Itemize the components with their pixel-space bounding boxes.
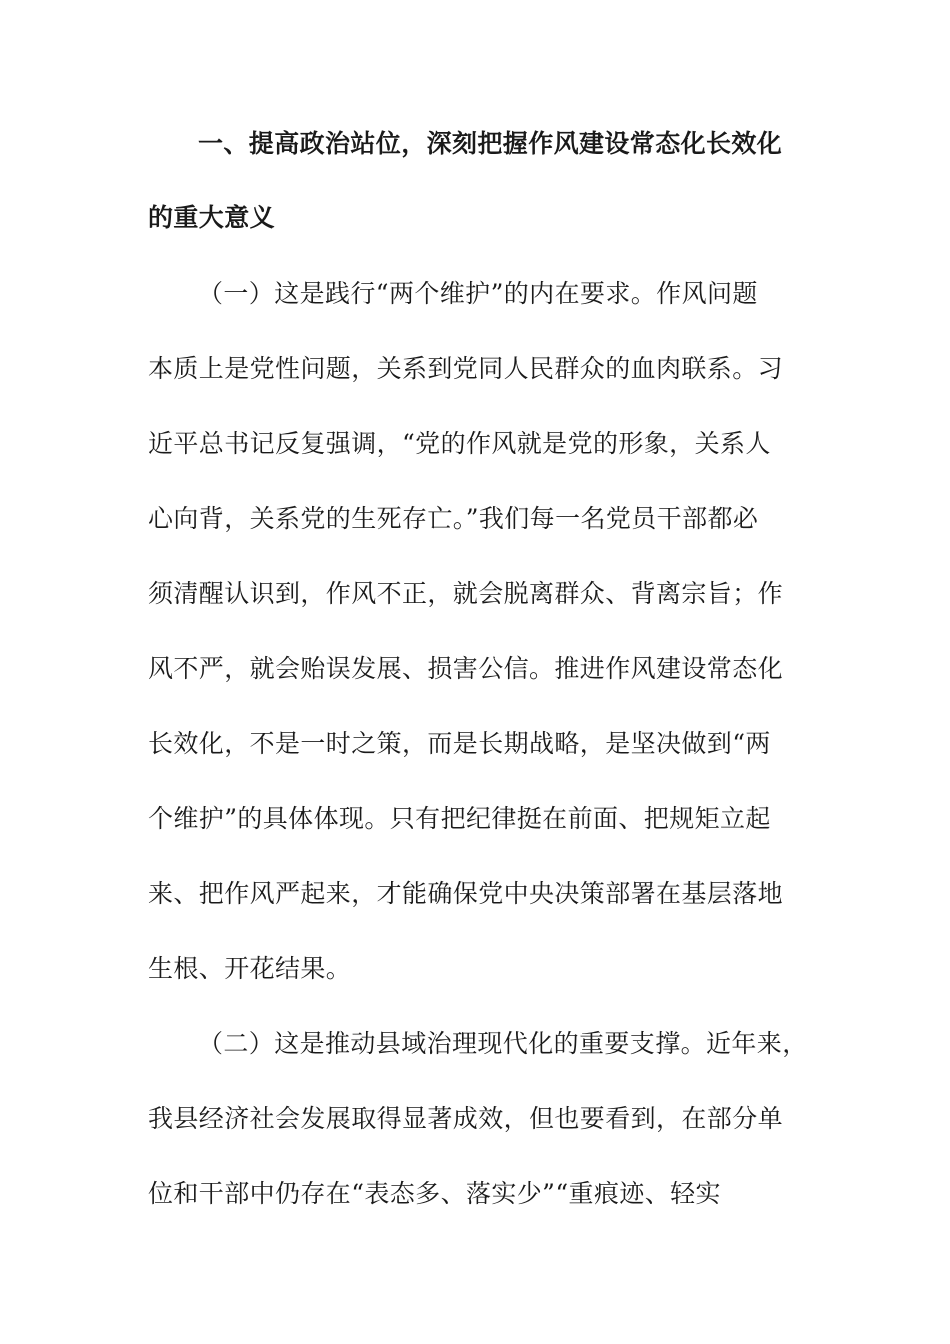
paragraph-line: 生根、开花结果。: [148, 954, 352, 983]
section-heading-line-2: 的重大意义: [148, 203, 276, 232]
paragraph-line: 个维护”的具体体现。只有把纪律挺在前面、把规矩立起: [148, 804, 771, 833]
paragraph-line: 心向背，关系党的生死存亡。”我们每一名党员干部都必: [148, 504, 759, 533]
paragraph-line: 风不严，就会贻误发展、损害公信。推进作风建设常态化: [148, 654, 784, 683]
paragraph-line: 来、把作风严起来，才能确保党中央决策部署在基层落地: [148, 879, 784, 908]
paragraph-line: （二）这是推动县域治理现代化的重要支撑。近年来，: [198, 1029, 808, 1058]
paragraph-line: 须清醒认识到，作风不正，就会脱离群众、背离宗旨；作: [148, 579, 784, 608]
paragraph-line: 本质上是党性问题，关系到党同人民群众的血肉联系。习: [148, 354, 784, 383]
paragraph-line: 长效化，不是一时之策，而是长期战略，是坚决做到“两: [148, 729, 771, 758]
section-heading-line-1: 一、提高政治站位，深刻把握作风建设常态化长效化: [198, 129, 783, 158]
paragraph-line: 近平总书记反复强调，“党的作风就是党的形象，关系人: [148, 429, 771, 458]
paragraph-line: 位和干部中仍存在“表态多、落实少”“重痕迹、轻实: [148, 1179, 721, 1208]
paragraph-line: 我县经济社会发展取得显著成效，但也要看到，在部分单: [148, 1104, 784, 1133]
paragraph-line: （一）这是践行“两个维护”的内在要求。作风问题: [198, 279, 758, 308]
